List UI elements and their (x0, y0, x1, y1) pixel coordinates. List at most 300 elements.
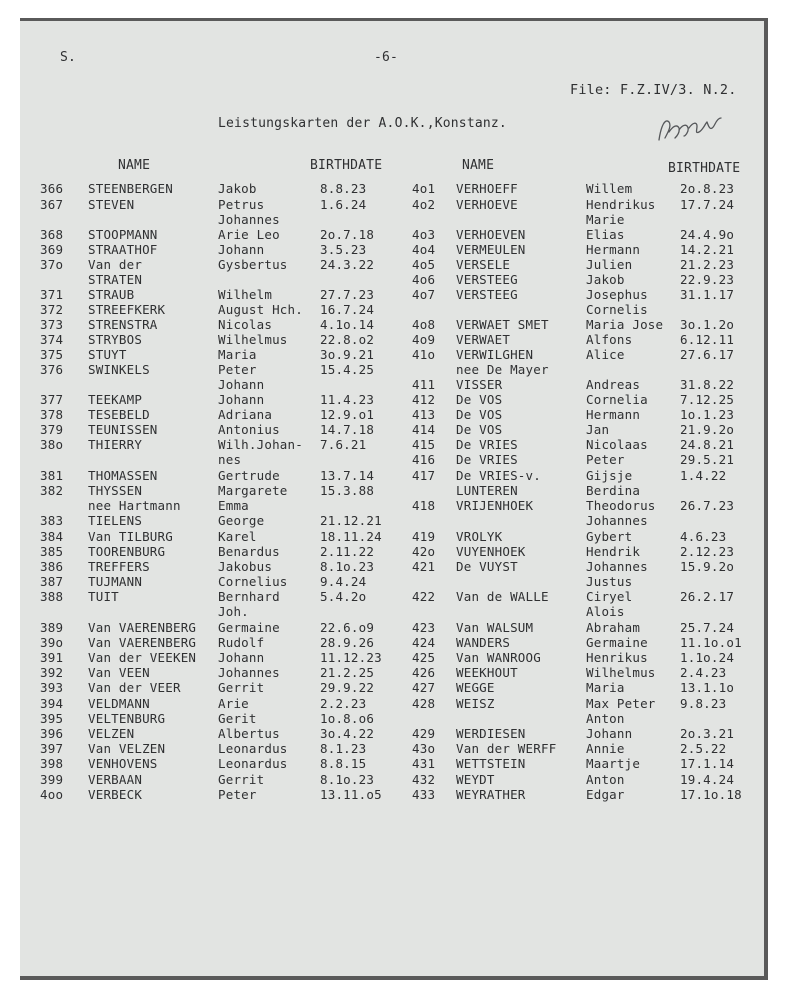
left-birthdate: 11.4.23 (320, 392, 375, 407)
right-given-name: Hermann (586, 407, 641, 422)
left-row-number: 371 (40, 287, 64, 302)
left-birthdate: 15.3.88 (320, 483, 375, 498)
left-surname: STRAUB (88, 287, 135, 302)
left-row-number: 377 (40, 392, 64, 407)
right-birthdate: 19.4.24 (680, 772, 735, 787)
left-row-number: 389 (40, 620, 64, 635)
right-given-name: Elias (586, 227, 625, 242)
right-surname: WEEKHOUT (456, 665, 518, 680)
left-row-number: 381 (40, 468, 64, 483)
right-row-number: 417 (412, 468, 436, 483)
left-birthdate: 11.12.23 (320, 650, 382, 665)
left-surname: TOORENBURG (88, 544, 166, 559)
right-birthdate: 26.2.17 (680, 589, 735, 604)
left-surname: TESEBELD (88, 407, 150, 422)
left-surname: Van der VEER (88, 680, 181, 695)
right-given-name: Ciryel (586, 589, 633, 604)
right-surname: WEYDT (456, 772, 495, 787)
left-surname: TREFFERS (88, 559, 150, 574)
left-given-name: Gerrit (218, 680, 265, 695)
left-surname: TIELENS (88, 513, 143, 528)
right-birthdate: 24.4.9o (680, 227, 735, 242)
right-surname: VUYENHOEK (456, 544, 526, 559)
left-given-name: Johann (218, 392, 265, 407)
right-given-name: Josephus (586, 287, 648, 302)
left-birthdate: 8.1o.23 (320, 559, 375, 574)
left-given-name: Johann (218, 650, 265, 665)
header-name-left: NAME (118, 158, 151, 173)
left-row-number: 372 (40, 302, 64, 317)
left-birthdate: 8.8.15 (320, 756, 367, 771)
header-name-right: NAME (462, 158, 495, 173)
left-surname: VENHOVENS (88, 756, 158, 771)
left-given-name: Peter (218, 362, 257, 377)
right-given-name: Edgar (586, 787, 625, 802)
right-birthdate: 27.6.17 (680, 347, 735, 362)
left-row-number: 366 (40, 181, 64, 196)
right-row-number: 413 (412, 407, 436, 422)
right-birthdate: 4.6.23 (680, 529, 727, 544)
left-birthdate: 7.6.21 (320, 437, 367, 452)
left-given-name: Gertrude (218, 468, 280, 483)
left-row-number: 385 (40, 544, 64, 559)
left-row-number: 387 (40, 574, 64, 589)
left-given-name: nes (218, 452, 242, 467)
right-surname: WETTSTEIN (456, 756, 526, 771)
left-birthdate: 3o.4.22 (320, 726, 375, 741)
right-row-number: 4o7 (412, 287, 436, 302)
left-row-number: 37o (40, 257, 64, 272)
left-row-number: 395 (40, 711, 64, 726)
left-row-number: 397 (40, 741, 64, 756)
right-row-number: 427 (412, 680, 436, 695)
left-given-name: Petrus (218, 197, 265, 212)
left-row-number: 379 (40, 422, 64, 437)
left-given-name: Maria (218, 347, 257, 362)
left-birthdate: 8.1o.23 (320, 772, 375, 787)
right-surname: VERMEULEN (456, 242, 526, 257)
right-surname: Van WALSUM (456, 620, 534, 635)
right-row-number: 416 (412, 452, 436, 467)
right-surname: WANDERS (456, 635, 511, 650)
left-row-number: 398 (40, 756, 64, 771)
left-surname: Van TILBURG (88, 529, 173, 544)
left-given-name: Leonardus (218, 741, 288, 756)
left-row-number: 374 (40, 332, 64, 347)
left-row-number: 38o (40, 437, 64, 452)
right-birthdate: 2.4.23 (680, 665, 727, 680)
right-given-name: Hendrik (586, 544, 641, 559)
right-given-name: Berdina (586, 483, 641, 498)
right-birthdate: 6.12.11 (680, 332, 735, 347)
right-surname: VERSELE (456, 257, 511, 272)
left-surname: TUIT (88, 589, 119, 604)
right-row-number: 41o (412, 347, 436, 362)
left-given-name: Adriana (218, 407, 273, 422)
right-surname: VERHOEVEN (456, 227, 526, 242)
left-given-name: August Hch. (218, 302, 303, 317)
left-surname: Van VEEN (88, 665, 150, 680)
right-birthdate: 1.1o.24 (680, 650, 735, 665)
right-given-name: Theodorus (586, 498, 656, 513)
left-row-number: 383 (40, 513, 64, 528)
right-row-number: 428 (412, 696, 436, 711)
right-row-number: 426 (412, 665, 436, 680)
right-birthdate: 11.1o.o1 (680, 635, 742, 650)
right-row-number: 419 (412, 529, 436, 544)
right-surname: De VRIES-v. (456, 468, 541, 483)
left-surname: STEENBERGEN (88, 181, 173, 196)
right-given-name: Johannes (586, 513, 648, 528)
page-number: -6- (374, 50, 399, 65)
right-given-name: Peter (586, 452, 625, 467)
right-given-name: Hermann (586, 242, 641, 257)
right-row-number: 425 (412, 650, 436, 665)
right-given-name: Maria Jose (586, 317, 664, 332)
left-birthdate: 16.7.24 (320, 302, 375, 317)
right-birthdate: 26.7.23 (680, 498, 735, 513)
right-surname: WEGGE (456, 680, 495, 695)
left-row-number: 375 (40, 347, 64, 362)
right-row-number: 422 (412, 589, 436, 604)
left-birthdate: 15.4.25 (320, 362, 375, 377)
left-surname: VELZEN (88, 726, 135, 741)
right-given-name: Gybert (586, 529, 633, 544)
right-row-number: 412 (412, 392, 436, 407)
left-birthdate: 1.6.24 (320, 197, 367, 212)
left-given-name: Peter (218, 787, 257, 802)
right-birthdate: 2.5.22 (680, 741, 727, 756)
right-birthdate: 29.5.21 (680, 452, 735, 467)
left-birthdate: 8.1.23 (320, 741, 367, 756)
left-surname: STRATEN (88, 272, 143, 287)
right-given-name: Henrikus (586, 650, 648, 665)
left-surname: VELDMANN (88, 696, 150, 711)
left-surname: STREEFKERK (88, 302, 166, 317)
left-row-number: 369 (40, 242, 64, 257)
right-surname: VERHOEVE (456, 197, 518, 212)
right-surname: De VOS (456, 392, 503, 407)
left-given-name: Bernhard (218, 589, 280, 604)
left-surname: STRENSTRA (88, 317, 158, 332)
right-surname: De VRIES (456, 452, 518, 467)
left-birthdate: 28.9.26 (320, 635, 375, 650)
right-birthdate: 3o.1.2o (680, 317, 735, 332)
right-row-number: 4o4 (412, 242, 436, 257)
left-given-name: Joh. (218, 604, 249, 619)
right-surname: Van WANROOG (456, 650, 541, 665)
right-row-number: 429 (412, 726, 436, 741)
right-given-name: Wilhelmus (586, 665, 656, 680)
right-given-name: Anton (586, 711, 625, 726)
right-given-name: Cornelis (586, 302, 648, 317)
left-given-name: Gerrit (218, 772, 265, 787)
left-birthdate: 2.2.23 (320, 696, 367, 711)
right-surname: VERWAET SMET (456, 317, 549, 332)
left-birthdate: 4.1o.14 (320, 317, 375, 332)
left-row-number: 396 (40, 726, 64, 741)
right-surname: WEISZ (456, 696, 495, 711)
right-given-name: Annie (586, 741, 625, 756)
right-given-name: Nicolaas (586, 437, 648, 452)
right-birthdate: 14.2.21 (680, 242, 735, 257)
left-surname: STRYBOS (88, 332, 143, 347)
page-marker: S. (60, 50, 77, 65)
right-row-number: 4o1 (412, 181, 436, 196)
right-row-number: 415 (412, 437, 436, 452)
right-given-name: Marie (586, 212, 625, 227)
left-given-name: Wilhelm (218, 287, 273, 302)
left-given-name: Johann (218, 242, 265, 257)
left-surname: TEEKAMP (88, 392, 143, 407)
left-given-name: Karel (218, 529, 257, 544)
left-birthdate: 24.3.22 (320, 257, 375, 272)
left-surname: STRAATHOF (88, 242, 158, 257)
left-given-name: Wilhelmus (218, 332, 288, 347)
left-surname: SWINKELS (88, 362, 150, 377)
header-birthdate-left: BIRTHDATE (310, 158, 383, 173)
right-given-name: Alfons (586, 332, 633, 347)
right-row-number: 424 (412, 635, 436, 650)
right-birthdate: 21.2.23 (680, 257, 735, 272)
left-given-name: Leonardus (218, 756, 288, 771)
right-surname: De VUYST (456, 559, 518, 574)
left-surname: Van der (88, 257, 143, 272)
right-birthdate: 2.12.23 (680, 544, 735, 559)
right-birthdate: 22.9.23 (680, 272, 735, 287)
left-given-name: Germaine (218, 620, 280, 635)
right-birthdate: 1o.1.23 (680, 407, 735, 422)
left-birthdate: 3.5.23 (320, 242, 367, 257)
left-birthdate: 8.8.23 (320, 181, 367, 196)
left-surname: TEUNISSEN (88, 422, 158, 437)
right-birthdate: 17.1.14 (680, 756, 735, 771)
right-birthdate: 7.12.25 (680, 392, 735, 407)
left-row-number: 388 (40, 589, 64, 604)
right-birthdate: 1.4.22 (680, 468, 727, 483)
right-given-name: Cornelia (586, 392, 648, 407)
right-given-name: Abraham (586, 620, 641, 635)
right-row-number: 432 (412, 772, 436, 787)
right-surname: VERSTEEG (456, 272, 518, 287)
left-given-name: Johannes (218, 665, 280, 680)
left-birthdate: 9.4.24 (320, 574, 367, 589)
left-surname: Van der VEEKEN (88, 650, 197, 665)
right-row-number: 431 (412, 756, 436, 771)
right-surname: De VOS (456, 407, 503, 422)
right-birthdate: 17.1o.18 (680, 787, 742, 802)
right-row-number: 43o (412, 741, 436, 756)
left-birthdate: 21.12.21 (320, 513, 382, 528)
left-row-number: 384 (40, 529, 64, 544)
left-given-name: Arie Leo (218, 227, 280, 242)
right-given-name: Alois (586, 604, 625, 619)
left-birthdate: 3o.9.21 (320, 347, 375, 362)
right-birthdate: 17.7.24 (680, 197, 735, 212)
left-row-number: 368 (40, 227, 64, 242)
left-surname: STUYT (88, 347, 127, 362)
left-row-number: 4oo (40, 787, 64, 802)
right-birthdate: 9.8.23 (680, 696, 727, 711)
left-surname: THIERRY (88, 437, 143, 452)
right-row-number: 414 (412, 422, 436, 437)
right-birthdate: 31.8.22 (680, 377, 735, 392)
left-row-number: 391 (40, 650, 64, 665)
left-birthdate: 18.11.24 (320, 529, 382, 544)
right-row-number: 411 (412, 377, 436, 392)
right-surname: WEYRATHER (456, 787, 526, 802)
right-surname: Van der WERFF (456, 741, 557, 756)
right-given-name: Maria (586, 680, 625, 695)
left-surname: STEVEN (88, 197, 135, 212)
left-row-number: 39o (40, 635, 64, 650)
left-surname: VERBECK (88, 787, 143, 802)
left-birthdate: 13.7.14 (320, 468, 375, 483)
left-surname: STOOPMANN (88, 227, 158, 242)
left-row-number: 392 (40, 665, 64, 680)
right-given-name: Jan (586, 422, 610, 437)
left-surname: Van VAERENBERG (88, 620, 197, 635)
left-surname: VERBAAN (88, 772, 143, 787)
left-surname: nee Hartmann (88, 498, 181, 513)
right-row-number: 4o2 (412, 197, 436, 212)
right-given-name: Max Peter (586, 696, 656, 711)
left-surname: Van VELZEN (88, 741, 166, 756)
left-row-number: 382 (40, 483, 64, 498)
right-given-name: Germaine (586, 635, 648, 650)
left-birthdate: 12.9.o1 (320, 407, 375, 422)
left-given-name: Nicolas (218, 317, 273, 332)
left-birthdate: 29.9.22 (320, 680, 375, 695)
left-row-number: 376 (40, 362, 64, 377)
right-row-number: 4o8 (412, 317, 436, 332)
left-given-name: Antonius (218, 422, 280, 437)
right-given-name: Maartje (586, 756, 641, 771)
left-row-number: 367 (40, 197, 64, 212)
right-surname: LUNTEREN (456, 483, 518, 498)
right-birthdate: 15.9.2o (680, 559, 735, 574)
left-row-number: 378 (40, 407, 64, 422)
left-row-number: 386 (40, 559, 64, 574)
left-birthdate: 2o.7.18 (320, 227, 375, 242)
right-surname: De VRIES (456, 437, 518, 452)
left-given-name: Cornelius (218, 574, 288, 589)
right-row-number: 42o (412, 544, 436, 559)
right-row-number: 421 (412, 559, 436, 574)
right-birthdate: 31.1.17 (680, 287, 735, 302)
right-birthdate: 25.7.24 (680, 620, 735, 635)
right-row-number: 423 (412, 620, 436, 635)
right-surname: nee De Mayer (456, 362, 549, 377)
left-surname: THOMASSEN (88, 468, 158, 483)
left-given-name: Rudolf (218, 635, 265, 650)
left-surname: VELTENBURG (88, 711, 166, 726)
right-row-number: 4o9 (412, 332, 436, 347)
left-given-name: Jakobus (218, 559, 273, 574)
right-surname: Van de WALLE (456, 589, 549, 604)
left-given-name: Johann (218, 377, 265, 392)
right-given-name: Willem (586, 181, 633, 196)
right-surname: De VOS (456, 422, 503, 437)
right-given-name: Jakob (586, 272, 625, 287)
left-birthdate: 2.11.22 (320, 544, 375, 559)
right-given-name: Andreas (586, 377, 641, 392)
right-surname: VERWILGHEN (456, 347, 534, 362)
right-birthdate: 24.8.21 (680, 437, 735, 452)
left-given-name: Jakob (218, 181, 257, 196)
right-surname: VERHOEFF (456, 181, 518, 196)
scan-border-right (764, 18, 768, 980)
right-row-number: 433 (412, 787, 436, 802)
handwritten-signature (655, 112, 725, 148)
left-row-number: 394 (40, 696, 64, 711)
left-given-name: Benardus (218, 544, 280, 559)
left-birthdate: 13.11.o5 (320, 787, 382, 802)
left-surname: THYSSEN (88, 483, 143, 498)
left-birthdate: 1o.8.o6 (320, 711, 375, 726)
left-given-name: George (218, 513, 265, 528)
right-surname: WERDIESEN (456, 726, 526, 741)
right-given-name: Hendrikus (586, 197, 656, 212)
right-row-number: 4o6 (412, 272, 436, 287)
right-row-number: 418 (412, 498, 436, 513)
right-given-name: Johannes (586, 559, 648, 574)
right-birthdate: 13.1.1o (680, 680, 735, 695)
right-row-number: 4o5 (412, 257, 436, 272)
right-surname: VROLYK (456, 529, 503, 544)
right-surname: VERSTEEG (456, 287, 518, 302)
right-given-name: Julien (586, 257, 633, 272)
header-birthdate-right: BIRTHDATE (668, 161, 741, 176)
file-reference: File: F.Z.IV/3. N.2. (570, 82, 737, 98)
right-birthdate: 21.9.2o (680, 422, 735, 437)
right-given-name: Gijsje (586, 468, 633, 483)
right-given-name: Alice (586, 347, 625, 362)
left-given-name: Emma (218, 498, 249, 513)
left-given-name: Gysbertus (218, 257, 288, 272)
scan-border-top (20, 18, 768, 21)
left-given-name: Johannes (218, 212, 280, 227)
left-given-name: Arie (218, 696, 249, 711)
right-surname: VRIJENHOEK (456, 498, 534, 513)
right-surname: VERWAET (456, 332, 511, 347)
left-birthdate: 14.7.18 (320, 422, 375, 437)
right-surname: VISSER (456, 377, 503, 392)
right-given-name: Johann (586, 726, 633, 741)
right-given-name: Justus (586, 574, 633, 589)
left-surname: TUJMANN (88, 574, 143, 589)
left-row-number: 399 (40, 772, 64, 787)
scan-border-bottom (20, 976, 768, 980)
right-birthdate: 2o.8.23 (680, 181, 735, 196)
left-row-number: 373 (40, 317, 64, 332)
document-title: Leistungskarten der A.O.K.,Konstanz. (218, 116, 507, 131)
left-surname: Van VAERENBERG (88, 635, 197, 650)
right-given-name: Anton (586, 772, 625, 787)
right-birthdate: 2o.3.21 (680, 726, 735, 741)
left-given-name: Wilh.Johan- (218, 437, 303, 452)
left-birthdate: 22.8.o2 (320, 332, 375, 347)
left-given-name: Gerit (218, 711, 257, 726)
right-row-number: 4o3 (412, 227, 436, 242)
left-given-name: Albertus (218, 726, 280, 741)
left-given-name: Margarete (218, 483, 288, 498)
left-row-number: 393 (40, 680, 64, 695)
left-birthdate: 5.4.2o (320, 589, 367, 604)
left-birthdate: 21.2.25 (320, 665, 375, 680)
left-birthdate: 27.7.23 (320, 287, 375, 302)
left-birthdate: 22.6.o9 (320, 620, 375, 635)
